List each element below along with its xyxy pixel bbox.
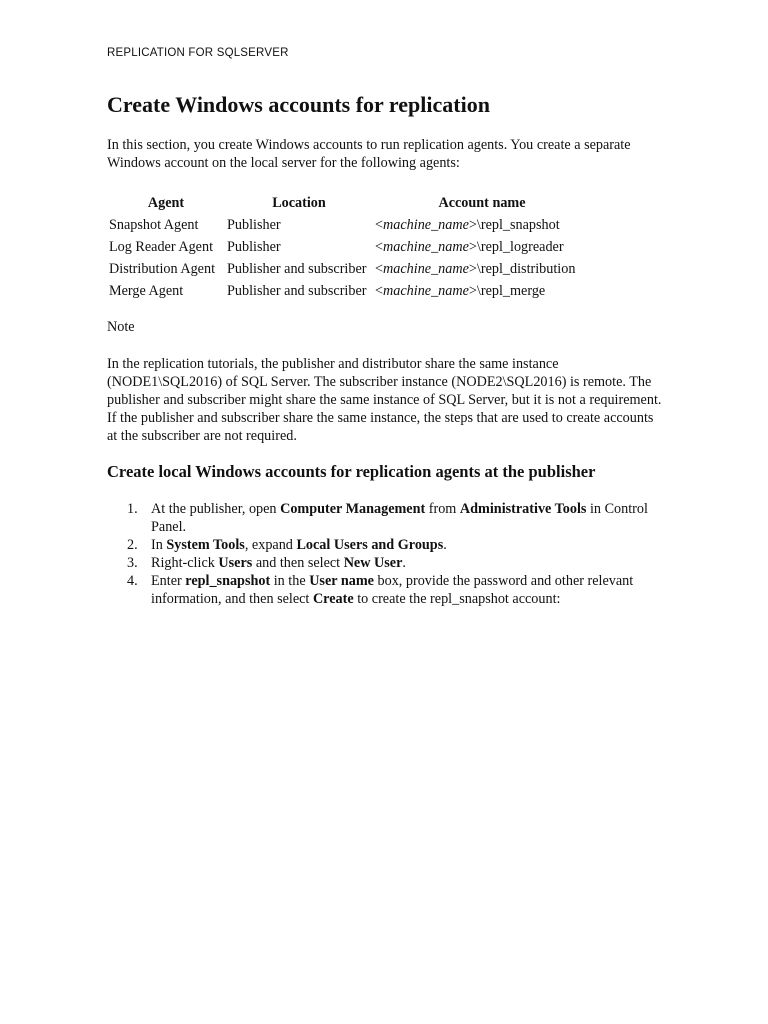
account-cell: <machine_name>\repl_distribution xyxy=(375,260,576,277)
step-number: 2. xyxy=(127,537,138,553)
subsection-title: Create local Windows accounts for replication agents at the publisher xyxy=(107,462,596,481)
column-header-location: Location xyxy=(272,194,326,211)
ui-term: User name xyxy=(309,573,374,589)
agent-cell: Log Reader Agent xyxy=(109,238,214,255)
machine-name-placeholder: machine_name xyxy=(383,216,469,233)
agent-cell: Snapshot Agent xyxy=(109,216,199,233)
column-header-account-name: Account name xyxy=(438,194,526,211)
note-paragraph: In the replication tutorials, the publisher and distributor share the same instance (NODE1\SQL2016) of SQL Server. The subscriber instance (NODE2\SQL2016) is remote. The publisher and subscriber might share the same instance of SQL Server, but it is not a requirement. If the publisher and subscriber share the same instance, the steps that are used to create accounts at the subscriber are not required. xyxy=(107,356,662,444)
step-text: Enter xyxy=(151,573,186,589)
agents-table xyxy=(107,192,591,302)
intro-paragraph: In this section, you create Windows accounts to run replication agents. You create a separate Windows account on the local server for the following agents: xyxy=(107,137,631,171)
step-text: . xyxy=(402,555,406,571)
step-text: , expand xyxy=(244,537,297,553)
agent-cell: Merge Agent xyxy=(109,282,184,299)
section-title: Create Windows accounts for replication xyxy=(107,92,490,117)
steps-list xyxy=(107,500,667,608)
account-suffix: \repl_merge xyxy=(476,282,546,299)
step-number: 4. xyxy=(127,573,138,589)
location-cell: Publisher xyxy=(227,216,281,233)
step-text: In xyxy=(151,537,167,553)
ui-term: Computer Management xyxy=(280,501,426,517)
step-text: box, provide the password and other relevant information, and then select xyxy=(151,573,634,607)
machine-name-placeholder: machine_name xyxy=(383,238,469,255)
step-text: in the xyxy=(270,573,310,589)
account-cell: <machine_name>\repl_logreader xyxy=(375,238,564,255)
ui-term: Users xyxy=(218,555,253,571)
step-text: to create the repl_snapshot account: xyxy=(353,591,561,607)
step-text: Right-click xyxy=(151,555,219,571)
list-item xyxy=(107,554,667,572)
agent-cell: Distribution Agent xyxy=(109,260,216,277)
location-cell: Publisher and subscriber xyxy=(227,282,367,299)
list-item xyxy=(107,572,667,608)
table-row xyxy=(107,280,591,302)
machine-name-placeholder: machine_name xyxy=(383,260,469,277)
note-label: Note xyxy=(107,319,135,335)
step-text: . xyxy=(443,537,447,553)
step-text: from xyxy=(425,501,460,517)
running-header: REPLICATION FOR SQLSERVER xyxy=(107,47,289,59)
account-cell: <machine_name>\repl_snapshot xyxy=(375,216,560,233)
list-item xyxy=(107,536,667,554)
machine-name-placeholder: machine_name xyxy=(383,282,469,299)
account-suffix: \repl_logreader xyxy=(476,238,564,255)
ui-term: repl_snapshot xyxy=(185,573,271,589)
ui-term: Create xyxy=(312,591,354,607)
account-suffix: \repl_distribution xyxy=(476,260,576,277)
table-row xyxy=(107,214,591,236)
step-text: At the publisher, open xyxy=(151,501,281,517)
account-suffix: \repl_snapshot xyxy=(476,216,560,233)
step-number: 1. xyxy=(127,501,138,517)
list-item xyxy=(107,500,667,536)
ui-term: Local Users and Groups xyxy=(296,537,444,553)
table-row xyxy=(107,258,591,280)
column-header-agent: Agent xyxy=(147,194,185,211)
table-row xyxy=(107,236,591,258)
location-cell: Publisher xyxy=(227,238,281,255)
account-cell: <machine_name>\repl_merge xyxy=(375,282,546,299)
ui-term: New User xyxy=(343,555,403,571)
ui-term: Administrative Tools xyxy=(459,501,587,517)
step-number: 3. xyxy=(127,555,138,571)
table-header-row xyxy=(107,192,591,214)
step-text: and then select xyxy=(252,555,344,571)
location-cell: Publisher and subscriber xyxy=(227,260,367,277)
step-text: in Control Panel. xyxy=(151,501,648,535)
ui-term: System Tools xyxy=(166,537,245,553)
